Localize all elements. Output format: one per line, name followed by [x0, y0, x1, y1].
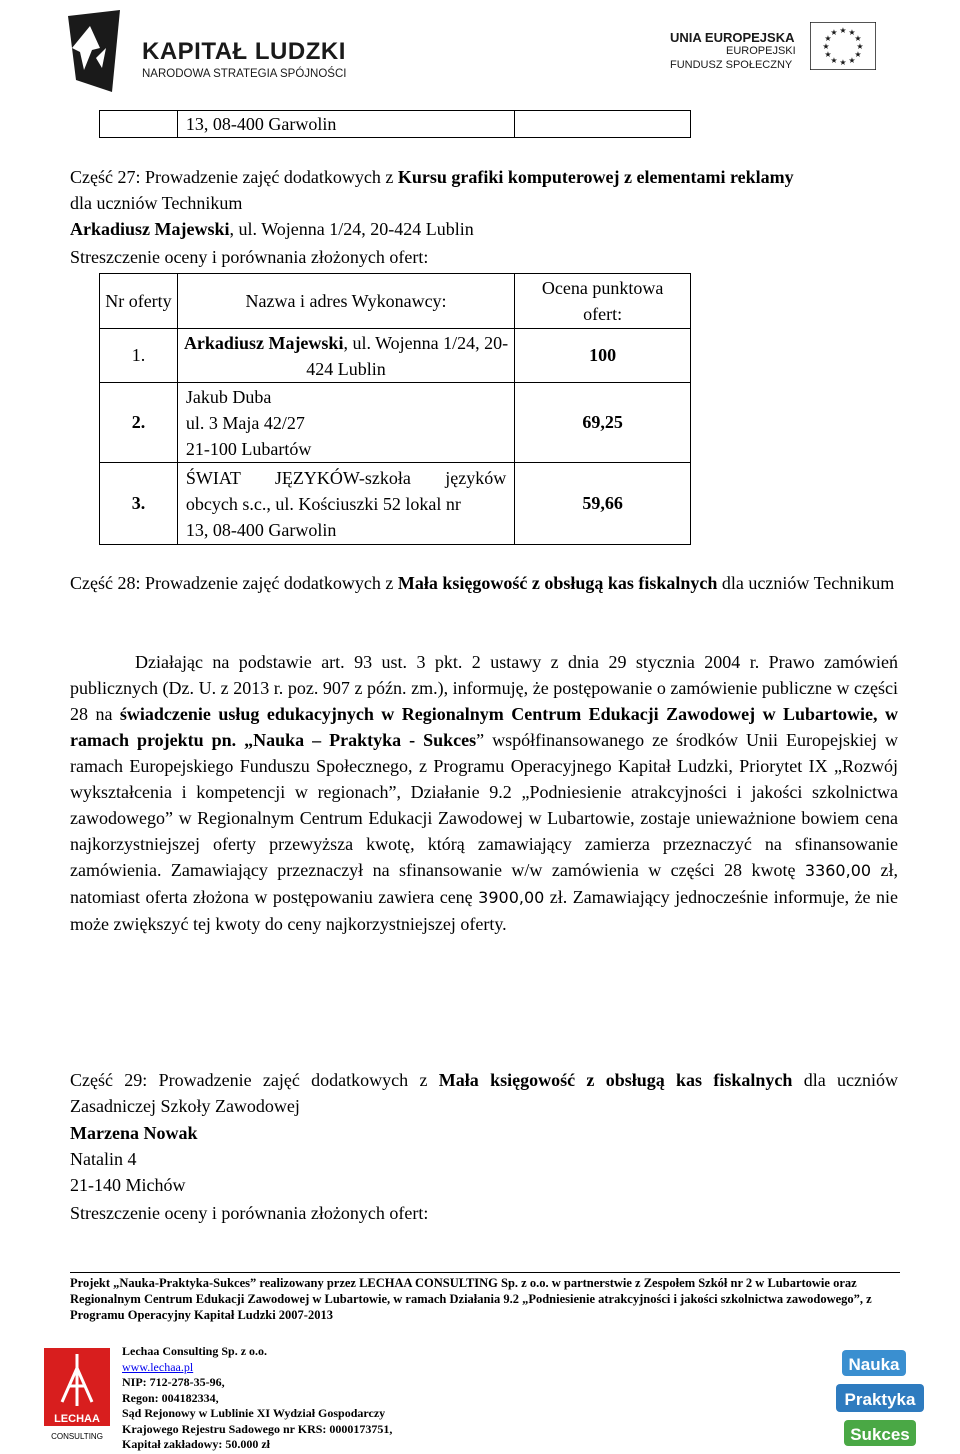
header-name: Nazwa i adres Wykonawcy: [177, 274, 514, 329]
npk-text-2: Praktyka [844, 1390, 916, 1409]
svg-text:★: ★ [830, 56, 838, 65]
part27-summary: Streszczenie oceny i porównania złożonych ofert: [70, 247, 429, 267]
svg-text:★: ★ [822, 42, 830, 51]
part28-heading: Część 28: Prowadzenie zajęć dodatkowych z Mała księgowość z obsługą kas fiskalnych dla uczniów Technikum [70, 573, 895, 593]
nauka-praktyka-sukces-logo [836, 1348, 924, 1448]
part28-course: Mała księgowość z obsługą kas fiskalnych [397, 573, 718, 593]
svg-text:★: ★ [856, 42, 864, 51]
part29-name: Marzena Nowak [70, 1123, 198, 1143]
kl-subtitle: NARODOWA STRATEGIA SPÓJNOŚCI [142, 68, 347, 80]
table-cell: 13, 08-400 Garwolin [177, 111, 514, 138]
part27-offers-table [99, 273, 691, 545]
lechaa-logo-sub: CONSULTING [51, 1432, 103, 1441]
part27-heading: Część 27: Prowadzenie zajęć dodatkowych z Kursu grafiki komputerowej z elementami reklamy dla uczniów Technikum [70, 167, 794, 213]
footer-project-text: Projekt „Nauka-Praktyka-Sukces” realizowany przez LECHAA CONSULTING Sp. z o.o. w partnerstwie z Zespołem Szkół nr 2 w Lubartowie oraz Regionalnym Centrum Edukacji Zawodowej w Lubartowie, w ramach Działania 9.2 „Podniesienie atrakcyjności i jakości szkolnictwa zawodowego”, z Programu Operacyjny Kapitał Ludzki 2007-2013 [70, 1276, 872, 1322]
amount-budget: 3360,00 [804, 861, 872, 880]
ue-line3: FUNDUSZ SPOŁECZNY [670, 59, 793, 71]
svg-text:★: ★ [848, 28, 856, 37]
lechaa-logo [44, 1348, 110, 1442]
table-row: 1. Arkadiusz Majewski, ul. Wojenna 1/24, 20-424 Lublin 100 [100, 329, 691, 383]
svg-text:★: ★ [830, 28, 838, 37]
ue-line2: EUROPEJSKI [726, 45, 796, 57]
table-row: 3. ŚWIAT JĘZYKÓW-szkoła języków obcych s.c., ul. Kościuszki 52 lokal nr 13, 08-400 Garwolin 59,66 [100, 463, 691, 545]
lechaa-emblem-icon [44, 1348, 110, 1442]
svg-text:★: ★ [824, 50, 832, 59]
eu-flag-icon [810, 22, 876, 70]
svg-text:★: ★ [848, 56, 856, 65]
svg-text:★: ★ [824, 34, 832, 43]
continued-table [99, 110, 691, 138]
npk-text-1: Nauka [848, 1355, 900, 1374]
svg-text:★: ★ [854, 50, 862, 59]
part29-summary: Streszczenie oceny i porównania złożonych ofert: [70, 1203, 429, 1223]
kapital-ludzki-logo [62, 8, 362, 98]
amount-offer: 3900,00 [478, 888, 545, 907]
ue-logo [670, 22, 920, 82]
part29-addr2: 21-140 Michów [70, 1175, 186, 1195]
part29-addr1: Natalin 4 [70, 1149, 137, 1169]
npk-emblem-icon [836, 1348, 924, 1448]
part27-course: Kursu grafiki komputerowej z elementami reklamy [397, 167, 794, 187]
part29-heading: Część 29: Prowadzenie zajęć dodatkowych z Mała księgowość z obsługą kas fiskalnych dla uczniów Zasadniczej Szkoły Zawodowej [70, 1070, 898, 1116]
footer-divider [70, 1272, 900, 1273]
svg-text:★: ★ [839, 58, 847, 67]
part29-course: Mała księgowość z obsługą kas fiskalnych [438, 1070, 793, 1090]
table-header-row [100, 274, 691, 329]
part28-body: Działając na podstawie art. 93 ust. 3 pkt. 2 ustawy z dnia 29 stycznia 2004 r. Prawo zamówień publicznych (Dz. U. z 2013 r. poz. 907 z późn. zm.), informuję, że postępowanie o zamówienie publiczne w części 28 na świadczenie usług edukacyjnych w Regionalnym Centrum Edukacji Zawodowej w Lubartowie, w ramach projektu pn. „Nauka – Praktyka - Sukces” współfinansowanego ze środków Unii Europejskiej w ramach Europejskiego Funduszu Społecznego, z Programu Operacyjnego Kapitał Ludzki, Priorytet IX „Rozwój wykształcenia i kompetencji w regionach”, Działanie 9.2 „Podniesienie atrakcyjności i jakości szkolnictwa zawodowego” w Regionalnym Centrum Edukacji Zawodowej w Lubartowie, zostaje unieważnione bowiem cena najkorzystniejszej oferty przewyższa kwotę, którą zamawiający zamierza przeznaczyć na sfinansowanie zamówienia. Zamawiający przeznaczył na sfinansowanie w/w zamówienia w części 28 kwotę 3360,00 zł, natomiast oferta złożona w postępowaniu zawiera cenę 3900,00 zł. Zamawiający jednocześnie informuje, że nie może zwiększyć tej kwoty do ceny najkorzystniejszej oferty. [70, 652, 899, 934]
kapital-ludzki-emblem-icon [62, 8, 132, 98]
lechaa-logo-text: LECHAA [54, 1413, 100, 1425]
footer-company-info: Lechaa Consulting Sp. z o.o. www.lechaa.pl NIP: 712-278-35-96, Regon: 004182334, Sąd Rejonowy w Lublinie XI Wydział Gospodarczy Krajowego Rejestru Sadowego nr KRS: 0000173751, Kapitał zakładowy: 50.000 zł [122, 1344, 393, 1451]
npk-text-3: Sukces [850, 1425, 910, 1444]
header-nr: Nr oferty [100, 274, 178, 329]
header-score: Ocena punktowa ofert: [515, 274, 691, 329]
kl-title: KAPITAŁ LUDZKI [142, 38, 346, 65]
ue-line1: UNIA EUROPEJSKA [670, 30, 795, 45]
svg-text:★: ★ [854, 34, 862, 43]
table-row: 2. Jakub Duba ul. 3 Maja 42/27 21-100 Lubartów 69,25 [100, 383, 691, 463]
part27-winner: Arkadiusz Majewski, ul. Wojenna 1/24, 20-424 Lublin [70, 219, 474, 239]
footer-www-link[interactable]: www.lechaa.pl [122, 1359, 194, 1374]
svg-text:★: ★ [839, 26, 847, 35]
